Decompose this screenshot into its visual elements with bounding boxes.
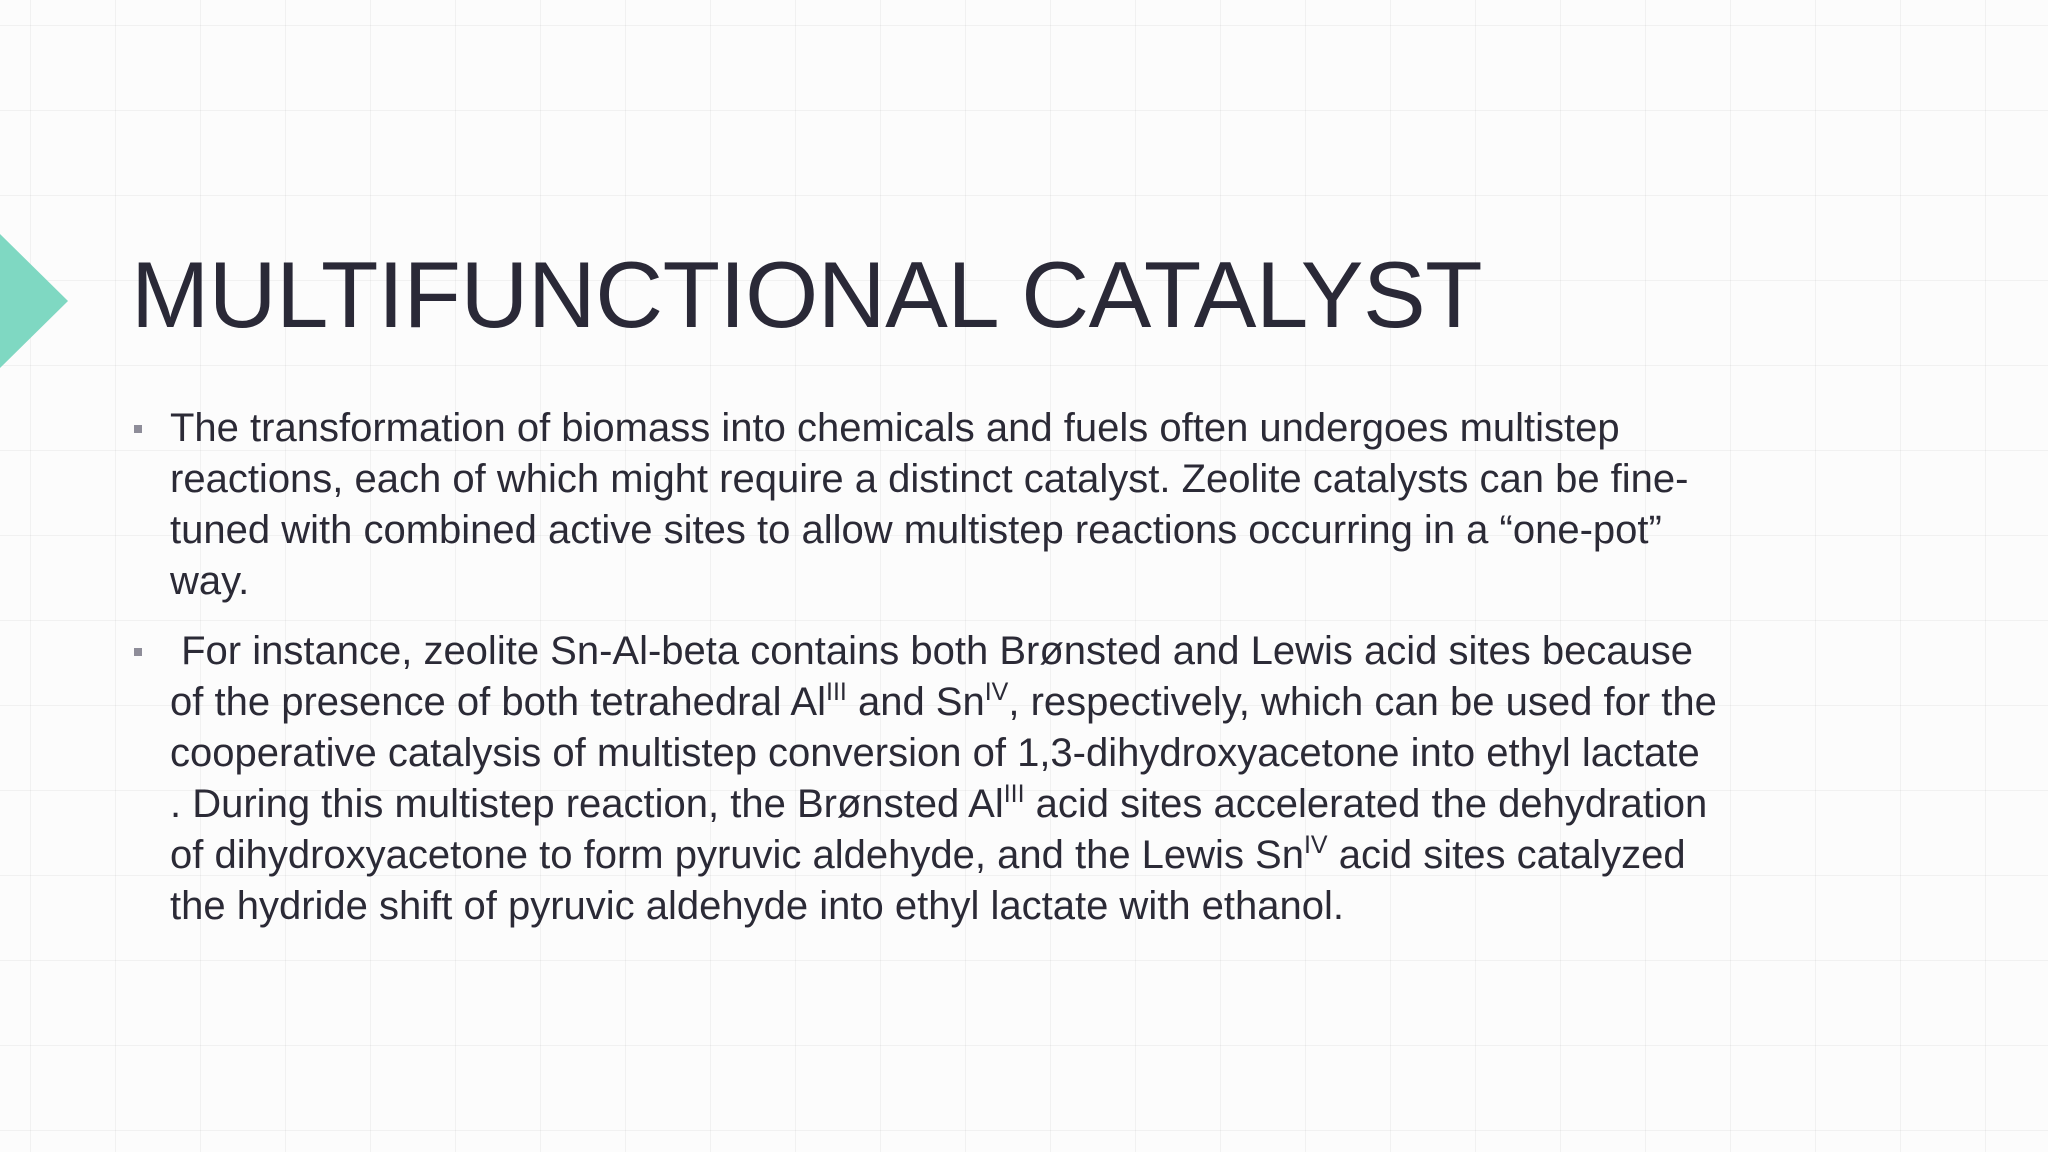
bullet-text-line: reactions, each of which might require a distinct catalyst. Zeolite catalysts can be fine- (170, 457, 1689, 501)
superscript: IV (984, 678, 1009, 706)
slide-body (131, 403, 1831, 932)
text-run: acid sites catalyzed (1327, 833, 1686, 877)
bullet-item (131, 403, 1831, 607)
bullet-marker-icon (134, 648, 142, 656)
bullet-item (131, 626, 1831, 932)
bullet-text-line: cooperative catalysis of multistep conversion of 1,3-dihydroxyacetone into ethyl lactate (170, 731, 1700, 775)
slide-title: MULTIFUNCTIONAL CATALYST (131, 242, 1483, 347)
bullet-text-line: way. (170, 559, 250, 603)
superscript: IV (1303, 831, 1328, 859)
text-run: . During this multistep reaction, the Brønsted Al (170, 782, 1004, 826)
text-run: and Sn (846, 680, 985, 724)
bullet-marker-icon (134, 425, 142, 433)
text-run: acid sites accelerated the dehydration (1024, 782, 1708, 826)
superscript: III (1003, 780, 1025, 808)
bullet-text-line (170, 830, 1831, 881)
superscript: III (826, 678, 847, 706)
text-run: of the presence of both tetrahedral Al (170, 680, 826, 724)
bullet-text-line: For instance, zeolite Sn-Al-beta contains both Brønsted and Lewis acid sites because (170, 629, 1694, 673)
bullet-text-line (170, 779, 1831, 830)
accent-arrow-decoration (0, 234, 68, 368)
bullet-text-line: tuned with combined active sites to allow multistep reactions occurring in a “one-pot” (170, 508, 1662, 552)
text-run: of dihydroxyacetone to form pyruvic aldehyde, and the Lewis Sn (170, 833, 1304, 877)
bullet-text-line (170, 677, 1831, 728)
bullet-text-line: the hydride shift of pyruvic aldehyde into ethyl lactate with ethanol. (170, 884, 1345, 928)
text-run: , respectively, which can be used for the (1008, 680, 1717, 724)
bullet-text-line: The transformation of biomass into chemicals and fuels often undergoes multistep (170, 406, 1620, 450)
